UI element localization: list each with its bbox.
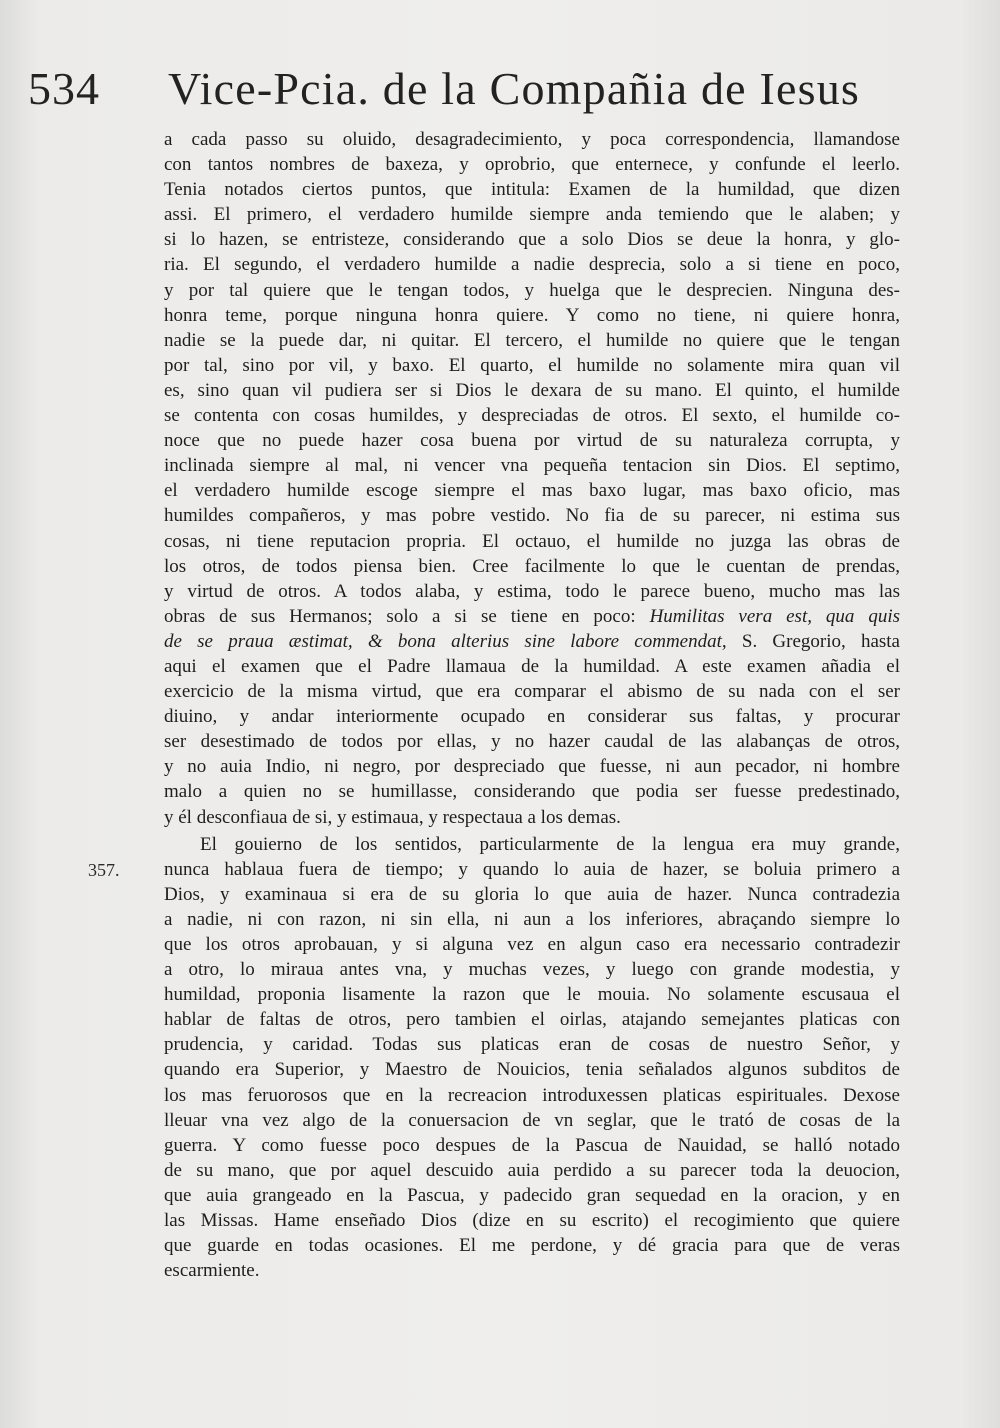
text-line: cosas, ni tiene reputacion propria. El octauo, el humilde no juzga las obras de <box>164 530 900 552</box>
text-line: humildes compañeros, y mas pobre vestido. No fia de su parecer, ni estima sus <box>164 505 900 527</box>
text-line: las Missas. Hame enseñado Dios (dize en su escrito) el recogimiento que quiere <box>164 1210 900 1232</box>
text-line: se contenta con cosas humildes, y despreciadas de otros. El sexto, el humilde co- <box>164 405 900 427</box>
paragraph-1 <box>164 127 900 830</box>
text-line: ria. El segundo, el verdadero humilde a nadie desprecia, solo a si tiene en poco, <box>164 254 900 276</box>
text-line: a cada passo su oluido, desagradecimiento, y poca correspondencia, llamandose <box>164 129 900 150</box>
running-title: Vice-Pcia. de la Compañia de Iesus <box>168 63 861 114</box>
marginal-paragraph-number: 357. <box>88 860 120 880</box>
text-line: el verdadero humilde escoge siempre el mas baxo lugar, mas baxo oficio, mas <box>164 480 900 502</box>
text-line: si lo hazen, se entristeze, considerando que a solo Dios se deue la honra, y glo- <box>164 229 900 251</box>
text-line: escarmiente. <box>164 1260 260 1282</box>
text-line: inclinada siempre al mal, ni vencer vna pequeña tentacion sin Dios. El septimo, <box>164 455 900 477</box>
text-line: quando era Superior, y Maestro de Nouicios, tenia señalados algunos subditos de <box>164 1059 900 1081</box>
text-line: hablar de faltas de otros, pero tambien el oirlas, atajando semejantes platicas con <box>164 1009 900 1031</box>
text-line: a otro, lo miraua antes vna, y muchas vezes, y luego con grande modestia, y <box>164 959 900 981</box>
quote-line <box>164 604 900 629</box>
quote-line <box>164 629 900 654</box>
text-line: que guarde en todas ocasiones. El me perdone, y dé gracia para que de veras <box>164 1235 900 1257</box>
latin-quote-part-2: de se praua æstimat, & bona alterius sine labore commendat, <box>164 630 727 652</box>
text-line: que auia grangeado en la Pascua, y padecido gran sequedad en la oracion, y en <box>164 1184 900 1206</box>
text-line: prudencia, y caridad. Todas sus platicas eran de cosas de nuestro Señor, y <box>164 1034 900 1056</box>
text-line: noce que no puede hazer cosa buena por virtud de su naturaleza corrupta, y <box>164 430 900 452</box>
text-line: guerra. Y como fuesse poco despues de la Pascua de Nauidad, se halló notado <box>164 1134 900 1156</box>
latin-quote-part-1: Humilitas vera est, qua quis <box>649 605 900 627</box>
text-line: honra teme, porque ninguna honra quiere. Y como no tiene, ni quiere honra, <box>164 304 900 326</box>
text-line: ser desestimado de todos por ellas, y no hazer caudal de las alabanças de otros, <box>164 731 900 753</box>
quote-lead: obras de sus Hermanos; solo a si se tiene en poco: <box>164 605 650 627</box>
text-line: de su mano, que por aquel descuido auia perdido a su parecer toda la deuocion, <box>164 1159 900 1181</box>
text-line: por tal, sino por vil, y baxo. El quarto, el humilde no solamente mira quan vil <box>164 354 900 376</box>
text-line: es, sino quan vil pudiera ser si Dios le dexara de su mano. El quinto, el humilde <box>164 379 900 401</box>
quote-attribution: S. Gregorio, hasta <box>726 630 900 652</box>
text-line: con tantos nombres de baxeza, y oprobrio, que enternece, y confunde el leerlo. <box>164 154 900 176</box>
text-line: diuino, y andar interiormente ocupado en considerar sus faltas, y procurar <box>164 706 900 728</box>
paragraph-2 <box>164 832 900 1284</box>
text-line: y virtud de otros. A todos alaba, y estima, todo le parece bueno, mucho mas las <box>164 580 900 602</box>
body-text <box>164 127 900 1283</box>
text-line: malo a quien no se humillasse, considerando que podia ser fuesse predestinado, <box>164 781 900 803</box>
text-line: y no auia Indio, ni negro, por despreciado que fuesse, ni aun pecador, ni hombre <box>164 756 900 778</box>
text-line: lleuar vna vez algo de la conuersacion de vn seglar, que le trató de cosas de la <box>164 1109 900 1131</box>
text-line: nunca hablaua fuera de tiempo; y quando lo auia de hazer, se boluia primero a <box>164 858 900 880</box>
text-line: nadie se la puede dar, ni quitar. El tercero, el humilde no quiere que le tengan <box>164 329 900 351</box>
text-line: aqui el examen que el Padre llamaua de la humildad. A este examen añadia el <box>164 655 900 677</box>
text-line: los mas feruorosos que en la recreacion introduxessen platicas espirituales. Dexose <box>164 1084 900 1106</box>
text-line: y él desconfiaua de si, y estimaua, y respectaua a los demas. <box>164 806 621 828</box>
text-line: Tenia notados ciertos puntos, que intitula: Examen de la humildad, que dizen <box>164 179 900 201</box>
text-line: exercicio de la misma virtud, que era comparar el abismo de su nada con el ser <box>164 681 900 703</box>
page-number: 534 <box>28 63 100 114</box>
text-line: assi. El primero, el verdadero humilde siempre anda temiendo que le alaben; y <box>164 204 900 226</box>
text-line: a nadie, ni con razon, ni sin ella, ni aun a los inferiores, abraçando siempre lo <box>164 908 900 930</box>
page-header <box>0 62 1000 122</box>
text-line: El gouierno de los sentidos, particularmente de la lengua era muy grande, <box>200 833 900 855</box>
text-line: Dios, y examinaua si era de su gloria lo que auia de hazer. Nunca contradezia <box>164 883 900 905</box>
text-line: los otros, de todos piensa bien. Cree facilmente lo que le cuentan de prendas, <box>164 555 900 577</box>
text-line: que los otros aprobauan, y si alguna vez en algun caso era necessario contradezir <box>164 934 900 955</box>
text-line: humildad, proponia lisamente la razon que le mouia. No solamente escusaua el <box>164 984 900 1006</box>
text-line: y por tal quiere que le tengan todos, y huelga que le desprecien. Ninguna des- <box>164 279 900 301</box>
